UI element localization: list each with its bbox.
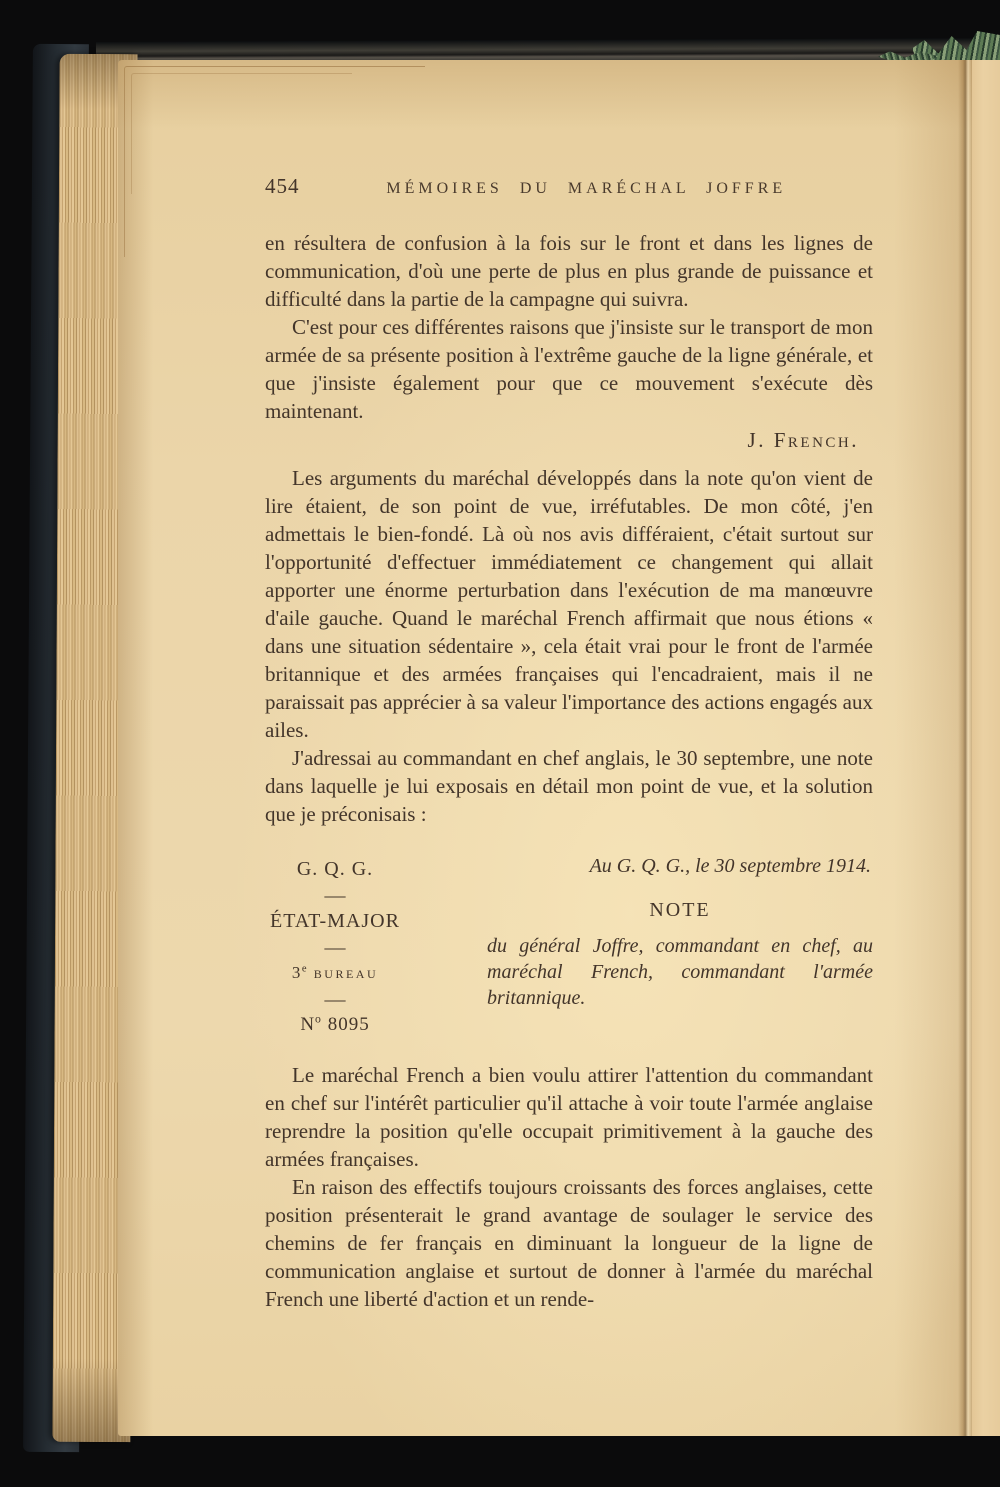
document-number — [265, 1011, 405, 1039]
adjacent-page-edge — [972, 60, 1000, 1436]
letterhead-right-column — [405, 852, 873, 1039]
number-ordinal-sup: o — [315, 1012, 322, 1026]
number-letter: N — [300, 1014, 316, 1035]
page-number: 454 — [265, 174, 300, 198]
signature-j-french: J. French. — [747, 428, 859, 452]
letterhead-org: G. Q. G. — [296, 858, 374, 880]
letter-paragraph: Le maréchal French a bien voulu attirer l'attention du commandant en chef sur l'intérêt particulier qu'il attache à voir toute l'armée anglaise reprendre la position qu'elle occupait primitivement à la gauche des armées françaises. — [265, 1063, 873, 1171]
letterhead-left-column — [265, 852, 405, 1039]
body-paragraph: C'est pour ces différentes raisons que j'insiste sur le transport de mon armée de sa présente position à l'extrême gauche de la ligne générale, et que j'insiste également pour que ce mouvement s'exécute dès maintenant. — [265, 315, 873, 423]
separator-dash: — — [324, 935, 346, 959]
separator-dash: — — [324, 987, 346, 1011]
letterhead-bureau — [265, 959, 405, 987]
letterhead-block — [265, 852, 873, 1039]
body-paragraph: Les arguments du maréchal développés dans la note qu'on vient de lire étaient, de son point de vue, irréfutables. De mon côté, j'en admettais le bien-fondé. Là où nos avis différaient, c'était surtout sur l'opportunité d'effectuer immédiatement ce changement qui allait apporter une énorme perturbation dans l'exécution de ma manœuvre d'aile gauche. Quand le maréchal French affirmait que nous étions « dans une situation sédentaire », cela était vrai pour le front de l'armée britannique et des armées françaises qui l'encadraient, mais il ne paraissait pas apprécier à sa valeur l'importance des actions engagés aux ailes. — [265, 466, 873, 742]
letter-paragraph: En raison des effectifs toujours croissants des forces anglaises, cette position présenterait le grand avantage de soulager le service des chemins de fer français en diminuant la longueur de la ligne de communication anglaise et surtout de donner à l'armée du maréchal French une liberté d'action et un rende- — [265, 1175, 873, 1311]
body-paragraph: J'adressai au commandant en chef anglais, le 30 septembre, une note dans laquelle je lui exposais en détail mon point de vue, et la solution que je préconisais : — [265, 746, 873, 826]
dateline: Au G. Q. G., le 30 septembre 1914. — [589, 855, 871, 877]
bureau-number: 3 — [291, 963, 302, 982]
note-title: NOTE — [649, 899, 711, 921]
book-page — [118, 60, 1000, 1436]
bureau-ordinal-sup: e — [301, 963, 309, 975]
printed-text-block — [265, 172, 873, 1313]
number-value: 8095 — [327, 1014, 370, 1035]
body-paragraph: en résultera de confusion à la fois sur le front et dans les lignes de communication, d'où une perte de plus en plus grande de puissance et difficulté dans la partie de la campagne qui suivra. — [265, 231, 873, 311]
letterhead-division: ÉTAT-MAJOR — [270, 910, 400, 932]
running-head — [265, 172, 873, 203]
note-subtitle: du général Joffre, commandant en chef, au maréchal French, commandant l'armée britannique. — [487, 935, 873, 1009]
separator-dash: — — [324, 883, 346, 907]
running-title: MÉMOIRES DU MARÉCHAL JOFFRE — [386, 180, 787, 197]
page-gutter-crease — [958, 60, 972, 1436]
bureau-word: bureau — [313, 963, 379, 982]
